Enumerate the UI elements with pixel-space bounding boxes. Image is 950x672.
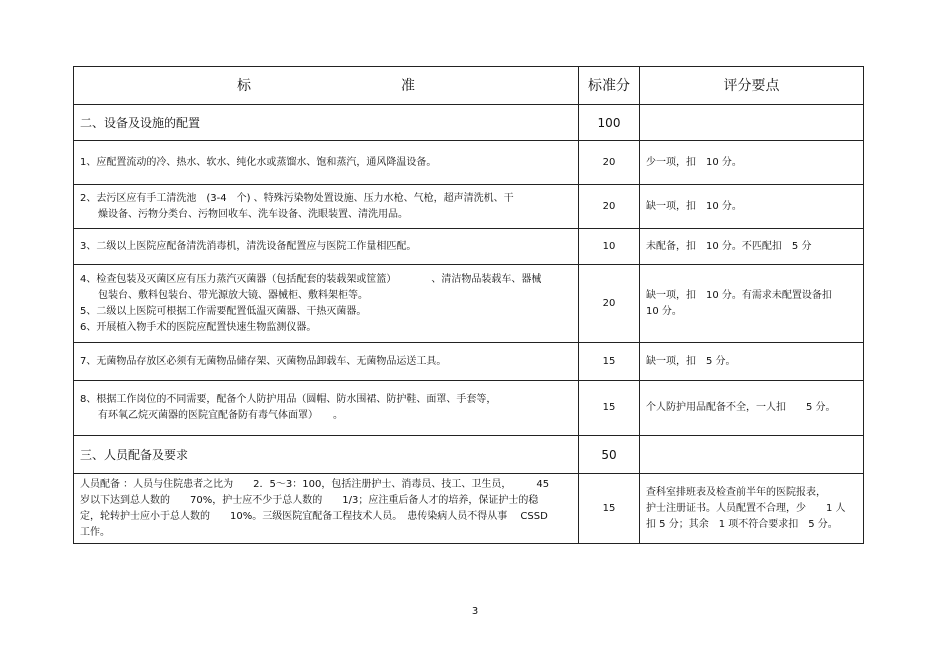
standard-text: 岁以下达到总人数的 70%，护士应不少于总人数的 1/3；应注重后备人才的培养，保证护士的稳 — [80, 494, 539, 506]
table-row — [74, 185, 864, 229]
points-text: 查科室排班表及检查前半年的医院报表， — [646, 486, 826, 498]
standard-cell — [74, 474, 579, 544]
points-text: 少一项，扣 10 分。 — [646, 156, 742, 168]
table-header-row — [74, 67, 864, 105]
standard-text: 8、根据工作岗位的不同需要，配备个人防护用品（圆帽、防水围裙、防护鞋、面罩、手套等， — [80, 394, 497, 405]
points-text: 缺一项，扣 5 分。 — [646, 355, 736, 367]
standard-text: 人员配备 ：人员与住院患者之比为 2．5～3：100，包括注册护士、消毒员、技工、卫生员， 45 — [80, 478, 550, 490]
standard-cell — [74, 381, 579, 436]
score-cell: 20 — [579, 141, 640, 185]
score-cell: 15 — [579, 343, 640, 381]
points-cell — [640, 381, 864, 436]
points-cell — [640, 265, 864, 343]
points-cell — [640, 474, 864, 544]
standard-text: 二、设备及设施的配置 — [80, 115, 201, 130]
standard-text: 包装台、敷料包装台、带光源放大镜、器械柜、敷料架柜等。 — [98, 289, 368, 301]
points-cell — [640, 185, 864, 229]
score-cell: 15 — [579, 381, 640, 436]
points-cell — [640, 343, 864, 381]
header-points: 评分要点 — [640, 67, 864, 105]
points-text: 缺一项，扣 10 分。 — [646, 200, 742, 212]
standard-text: 燥设备、污物分类台、污物回收车、洗车设备、洗眼装置、清洗用品。 — [98, 208, 408, 220]
standard-text: 有环氧乙烷灭菌器的医院宜配备防有毒气体面罩） 。 — [98, 410, 343, 421]
standard-text: 7、无菌物品存放区必须有无菌物品储存架、灭菌物品卸载车、无菌物品运送工具。 — [80, 355, 447, 367]
points-cell — [640, 105, 864, 141]
score-cell: 20 — [579, 265, 640, 343]
table-row — [74, 229, 864, 265]
standard-text: 工作。 — [80, 526, 110, 538]
score-cell: 20 — [579, 185, 640, 229]
points-cell — [640, 141, 864, 185]
standard-text: 2、去污区应有手工清洗池 (3-4 个) 、特殊污染物处置设施、压力水枪、气枪，超声清洗机、干 — [80, 192, 514, 204]
standard-cell — [74, 185, 579, 229]
points-text: 缺一项，扣 10 分。有需求未配置设备扣 — [646, 289, 832, 301]
standard-text: 5、二级以上医院可根据工作需要配置低温灭菌器、干热灭菌器。 — [80, 305, 367, 317]
points-cell — [640, 229, 864, 265]
standard-text: 6、开展植入物手术的医院应配置快速生物监测仪器。 — [80, 321, 317, 333]
score-cell: 15 — [579, 474, 640, 544]
header-score: 标准分 — [579, 67, 640, 105]
section-row — [74, 436, 864, 474]
score-cell: 10 — [579, 229, 640, 265]
score-cell: 50 — [579, 436, 640, 474]
evaluation-table — [73, 66, 864, 544]
score-cell: 100 — [579, 105, 640, 141]
header-standard — [74, 67, 579, 105]
table-row — [74, 381, 864, 436]
section-row — [74, 105, 864, 141]
header-standard-a: 标 — [237, 77, 251, 94]
standard-cell — [74, 436, 579, 474]
table-row — [74, 474, 864, 544]
standard-cell — [74, 265, 579, 343]
standard-text: 3、二级以上医院应配备清洗消毒机，清洗设备配置应与医院工作量相匹配。 — [80, 240, 417, 252]
points-text: 10 分。 — [646, 305, 682, 317]
standard-cell — [74, 343, 579, 381]
standard-text: 1、应配置流动的冷、热水、软水、纯化水或蒸馏水、饱和蒸汽，通风降温设备。 — [80, 156, 437, 168]
standard-text: 定，轮转护士应小于总人数的 10%。三级医院宜配备工程技术人员。 患传染病人员不得从事 CSSD — [80, 510, 548, 522]
page-number: 3 — [471, 606, 479, 617]
standard-cell — [74, 229, 579, 265]
points-text: 个人防护用品配备不全，一人扣 5 分。 — [646, 402, 836, 413]
standard-text: 三、人员配备及要求 — [80, 447, 189, 462]
standard-cell — [74, 141, 579, 185]
standard-cell — [74, 105, 579, 141]
table-row — [74, 141, 864, 185]
table-row — [74, 265, 864, 343]
header-standard-b: 准 — [401, 77, 415, 94]
points-text: 未配备，扣 10 分。不匹配扣 5 分 — [646, 240, 812, 252]
points-text: 扣 5 分；其余 1 项不符合要求扣 5 分。 — [646, 518, 838, 530]
table-row — [74, 343, 864, 381]
points-text: 护士注册证书。人员配置不合理，少 1 人 — [646, 502, 846, 514]
standard-text: 4、检查包装及灭菌区应有压力蒸汽灭菌器（包括配套的装载架或筐篮） 、清洁物品装载车、器械 — [80, 273, 542, 285]
points-cell — [640, 436, 864, 474]
